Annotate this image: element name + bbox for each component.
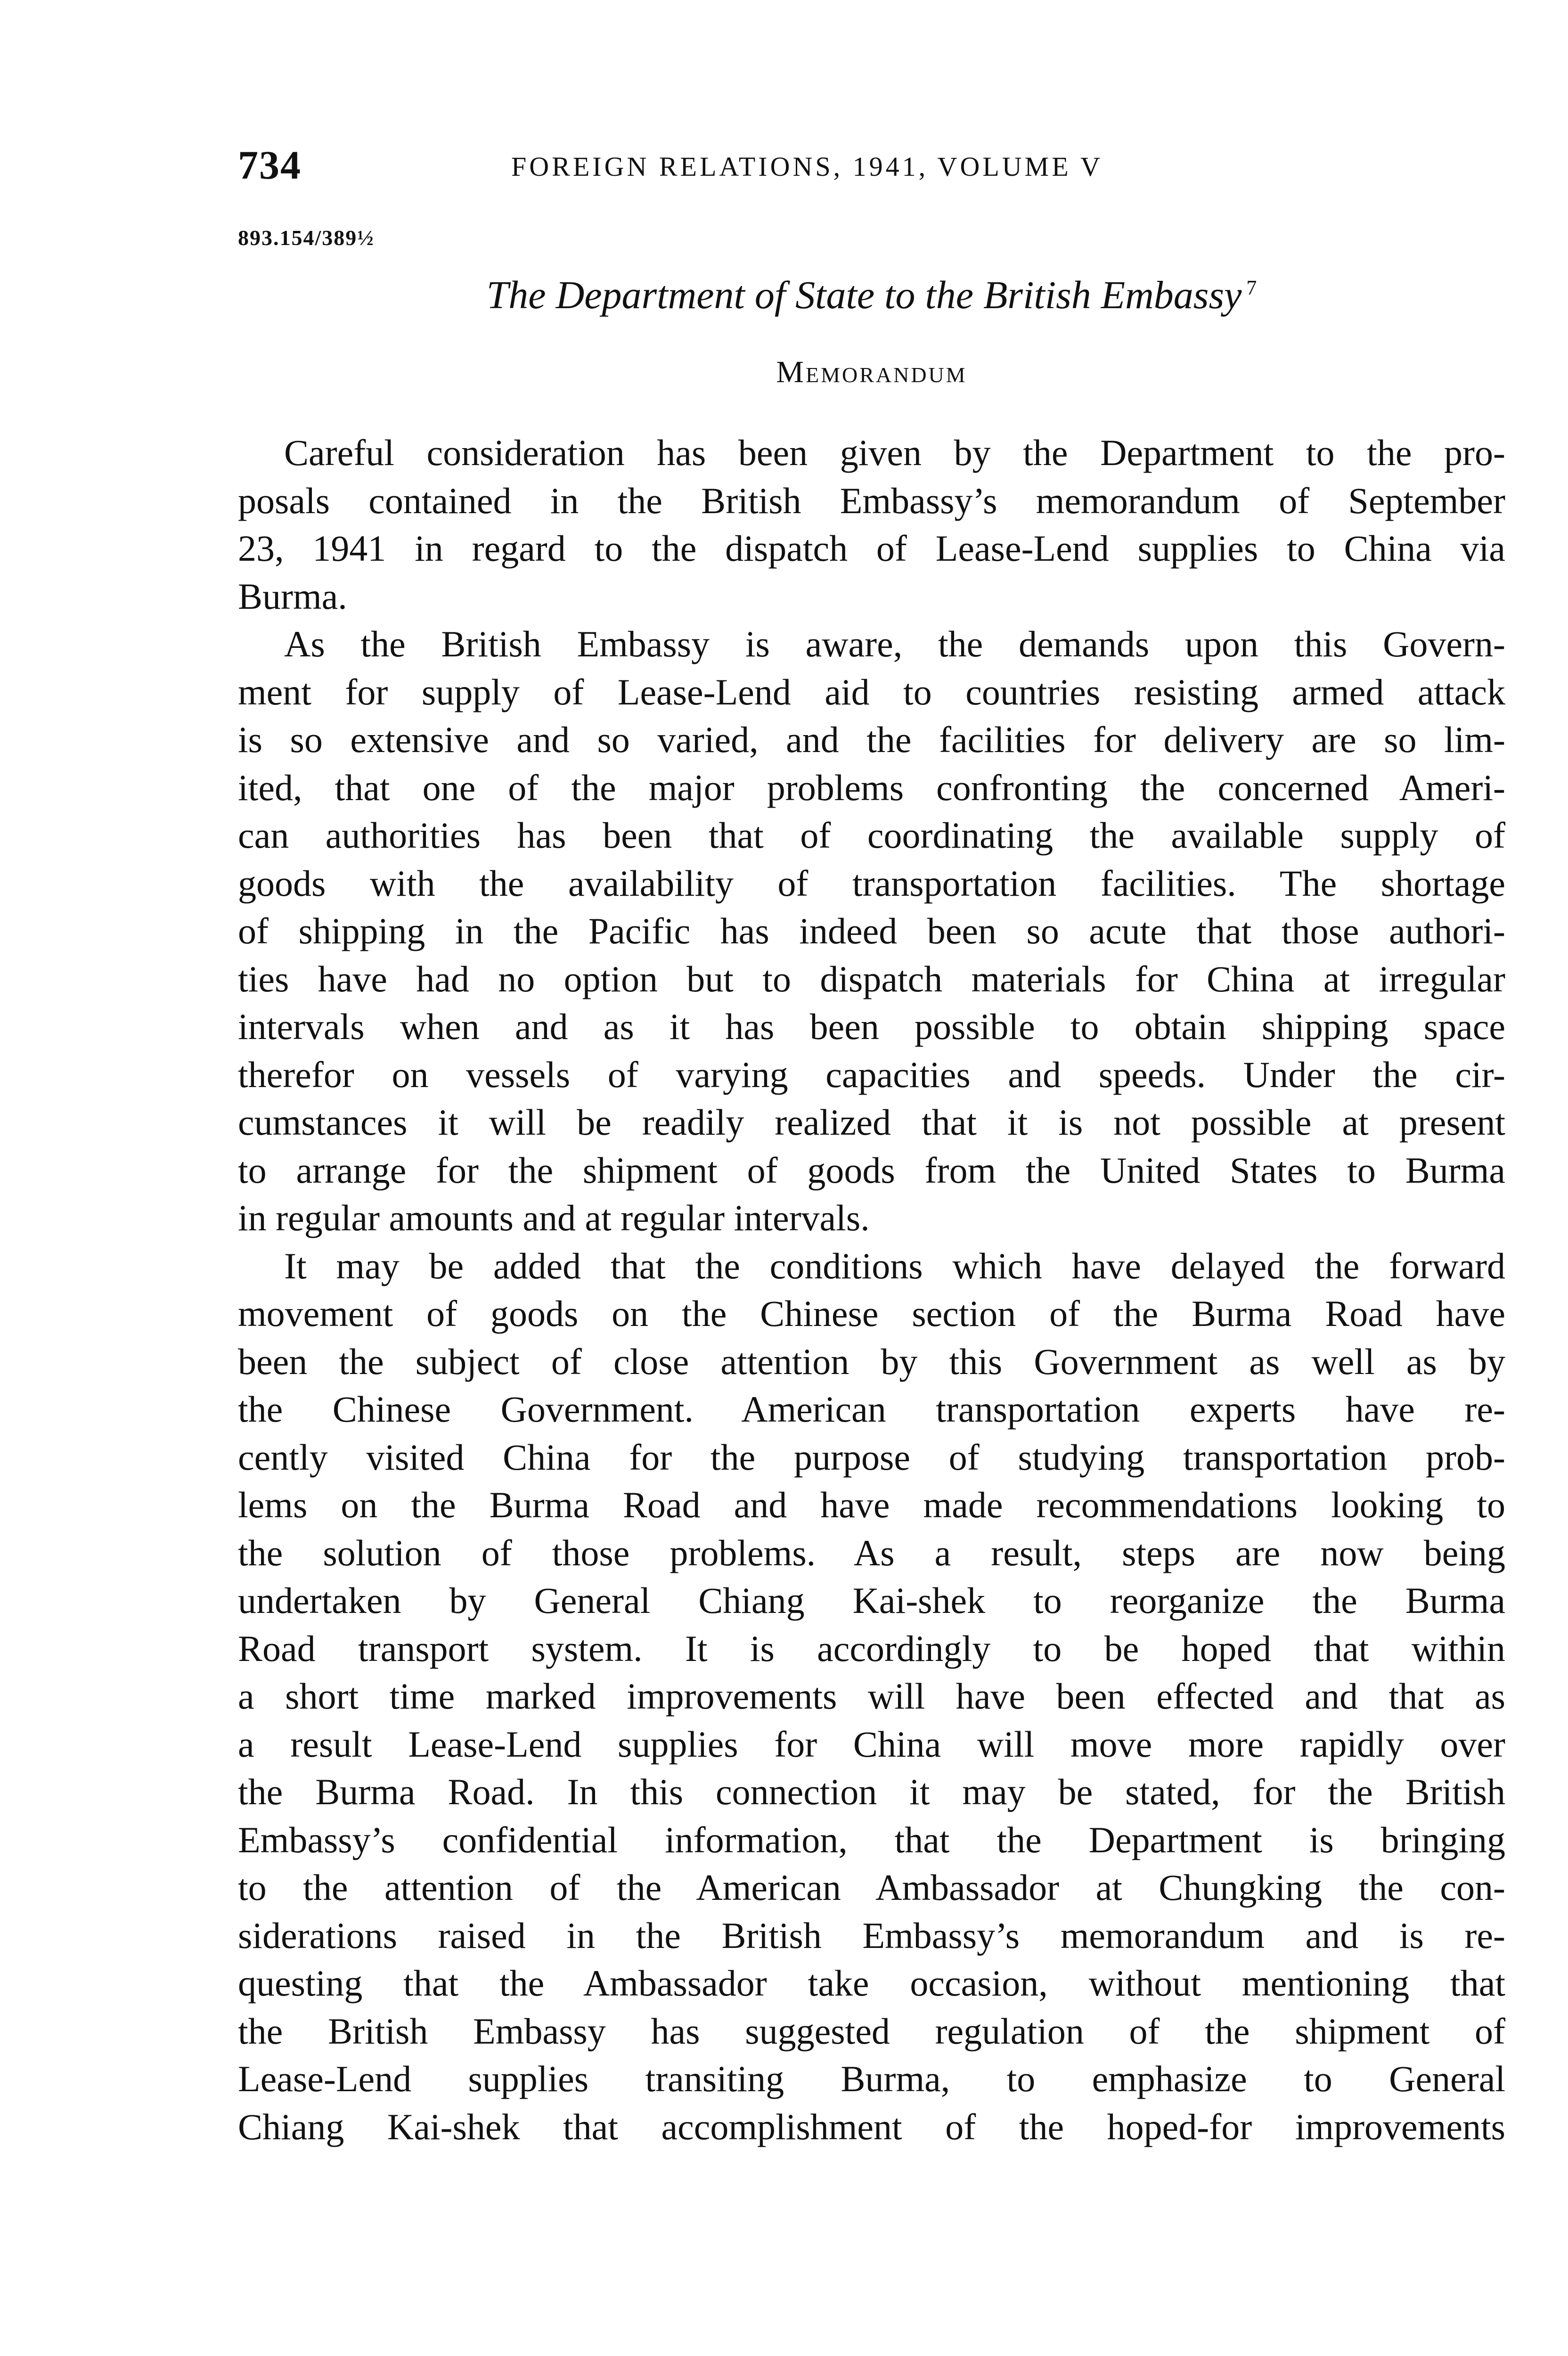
body-line: It may be added that the conditions which have delayed the forward: [284, 1245, 1505, 1286]
body-line: a result Lease-Lend supplies for China will move more rapidly over: [238, 1723, 1505, 1765]
running-head: FOREIGN RELATIONS, 1941, VOLUME V: [511, 151, 1103, 182]
body-line: been the subject of close attention by this Government as well as by: [238, 1341, 1505, 1382]
body-line: intervals when and as it has been possible to obtain shipping space: [238, 1006, 1505, 1047]
body-line: ties have had no option but to dispatch materials for China at irregular: [238, 958, 1505, 999]
document-title: [238, 272, 1505, 318]
page-header: [238, 141, 1223, 193]
body-line: can authorities has been that of coordinating the available supply of: [238, 815, 1505, 856]
body-line: posals contained in the British Embassy’s memorandum of September: [238, 480, 1505, 521]
body-line: a short time marked improvements will have been effected and that as: [238, 1676, 1505, 1717]
memorandum-body: [238, 429, 1505, 2151]
body-line: to the attention of the American Ambassador at Chungking the con-: [238, 1867, 1505, 1908]
body-line: 23, 1941 in regard to the dispatch of Lease-Lend supplies to China via: [238, 528, 1505, 569]
body-line: siderations raised in the British Embassy’s memorandum and is re-: [238, 1914, 1505, 1956]
body-line: ited, that one of the major problems confronting the concerned Ameri-: [238, 767, 1505, 808]
body-line: Lease-Lend supplies transiting Burma, to emphasize to General: [238, 2058, 1505, 2099]
body-line: movement of goods on the Chinese section of the Burma Road have: [238, 1293, 1505, 1334]
body-line: cently visited China for the purpose of studying transportation prob-: [238, 1436, 1505, 1478]
body-line: ment for supply of Lease-Lend aid to countries resisting armed attack: [238, 671, 1505, 712]
file-number: 893.154/389½: [238, 226, 375, 250]
body-line: the solution of those problems. As a result, steps are now being: [238, 1532, 1505, 1573]
body-line: to arrange for the shipment of goods from the United States to Burma: [238, 1149, 1505, 1191]
memorandum-subhead: Memorandum: [776, 355, 967, 389]
body-line: the Burma Road. In this connection it may be stated, for the British: [238, 1771, 1505, 1812]
body-line: Chiang Kai-shek that accomplishment of the hoped-for improvements: [238, 2106, 1505, 2147]
body-line: Burma.: [238, 575, 347, 617]
body-line: Embassy’s confidential information, that the Department is bringing: [238, 1819, 1505, 1860]
title-footnote-ref: 7: [1246, 276, 1257, 299]
body-line: is so extensive and so varied, and the facilities for delivery are so lim-: [238, 719, 1505, 760]
body-line: questing that the Ambassador take occasion, without mentioning that: [238, 1963, 1505, 2004]
body-line: in regular amounts and at regular intervals.: [238, 1197, 870, 1238]
page-number: 734: [238, 142, 302, 188]
document-title-text: The Department of State to the British Embassy: [486, 273, 1242, 317]
body-line: the Chinese Government. American transportation experts have re-: [238, 1389, 1505, 1430]
body-line: cumstances it will be readily realized that it is not possible at present: [238, 1102, 1505, 1143]
body-line: of shipping in the Pacific has indeed been so acute that those authori-: [238, 910, 1505, 951]
body-line: As the British Embassy is aware, the demands upon this Govern-: [284, 623, 1505, 664]
body-line: lems on the Burma Road and have made recommendations looking to: [238, 1484, 1505, 1525]
body-line: therefor on vessels of varying capacities and speeds. Under the cir-: [238, 1054, 1505, 1095]
body-line: Careful consideration has been given by the Department to the pro-: [284, 432, 1505, 473]
body-line: the British Embassy has suggested regulation of the shipment of: [238, 2010, 1505, 2052]
body-line: goods with the availability of transportation facilities. The shortage: [238, 862, 1505, 904]
body-line: Road transport system. It is accordingly to be hoped that within: [238, 1628, 1505, 1669]
body-line: undertaken by General Chiang Kai-shek to reorganize the Burma: [238, 1580, 1505, 1621]
